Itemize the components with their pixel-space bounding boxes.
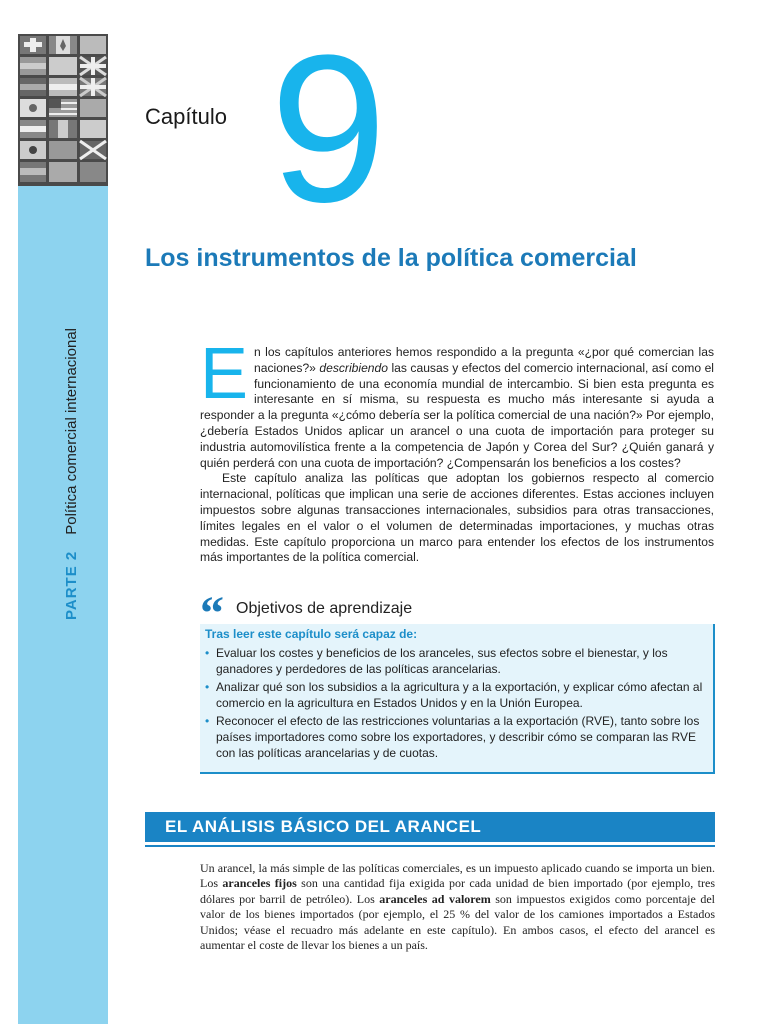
body-text-part: Un arancel, la más simple de las políticas comerciales, es un impuesto aplicado cuando se importa un bien. Los [200, 861, 715, 891]
intro-paragraph-2: Este capítulo analiza las políticas que adoptan los gobiernos respecto al comercio internacional, políticas que implican una serie de acciones diferentes. Estas acciones incluyen impuestos sobre algunas transacciones internacionales, subsidios para otras transacciones, límites legales en el valor o el volumen de determinadas importaciones, y muchas otras medidas. Este capítulo proporciona un marco para entender los efectos de los instrumentos más importantes de la política comercial. [200, 471, 714, 565]
part-number: PARTE 2 [63, 550, 80, 620]
learning-objectives-box [200, 587, 715, 774]
term-aranceles-ad-valorem: aranceles ad valorem [379, 891, 491, 906]
chapter-title: Los instrumentos de la política comercial [145, 244, 637, 272]
section-title: EL ANÁLISIS BÁSICO DEL ARANCEL [165, 817, 482, 836]
intro-paragraph-1 [200, 334, 714, 471]
chapter-number: 9 [270, 11, 387, 246]
intro-text [200, 334, 714, 566]
quote-mark-icon: “ [200, 587, 224, 640]
part-label [63, 328, 80, 620]
part-subject: Política comercial internacional [63, 328, 80, 535]
body-text-part: son impuestos exigidos como porcentaje del valor de los bienes importados (por ejemplo, el 25 % del valor de los camiones importados a Estados Unidos; véase el recuadro más adelante en este capítulo). En ambos casos, el efecto del arancel es aumentar el coste de llevar los bienes a un país. [200, 891, 715, 953]
list-item: • Analizar qué son los subsidios a la agricultura y a la exportación, y explicar cómo afectan al comercio en la agricultura en Estados Unidos y en la Unión Europea. [216, 680, 706, 711]
body-paragraph [200, 861, 715, 953]
flags-image [18, 34, 108, 186]
objectives-subtitle: Tras leer este capítulo será capaz de: [205, 627, 418, 641]
term-aranceles-fijos: aranceles fijos [222, 876, 297, 891]
intro-text-part: las causas y efectos del comercio internacional, así como el funcionamiento de una economía mundial de intercambio. Si bien esta pregunta es interesante en sí misma, su respuesta es mucho más interesante si ayuda a responder a la pregunta «¿cómo debería ser la política comercial de una nación?» Por ejemplo, ¿debería Estados Unidos aplicar un arancel o una cuota de importación para proteger su industria automovilística frente a la competencia de Japón y Corea del Sur? ¿Quién ganará y quién perderá con una cuota de importación? ¿Compensarán los beneficios a los costes? [200, 360, 714, 470]
objectives-list [216, 646, 706, 764]
intro-emphasis: describiendo [319, 360, 388, 375]
body-text-part: son una cantidad fija exigida por cada unidad de bien importado (por ejemplo, tres dólares por barril de petróleo). Los [200, 876, 716, 906]
chapter-word: Capítulo [145, 104, 227, 129]
intro-text-part: n los capítulos anteriores hemos respondido a la pregunta «¿por qué comercian las naciones?» [254, 345, 714, 375]
drop-cap: E [200, 334, 249, 414]
section-divider [145, 845, 715, 847]
list-item: • Reconocer el efecto de las restricciones voluntarias a la exportación (RVE), tanto sobre los países importadores como sobre los exportadores, y describir cómo se comparan las RVE con las políticas arancelarias y de cuotas. [216, 714, 706, 761]
section-header-bar [145, 812, 715, 842]
objectives-title: Objetivos de aprendizaje [236, 600, 413, 617]
list-item: • Evaluar los costes y beneficios de los aranceles, sus efectos sobre el bienestar, y los ganadores y perdedores de las políticas arancelarias. [216, 646, 706, 677]
